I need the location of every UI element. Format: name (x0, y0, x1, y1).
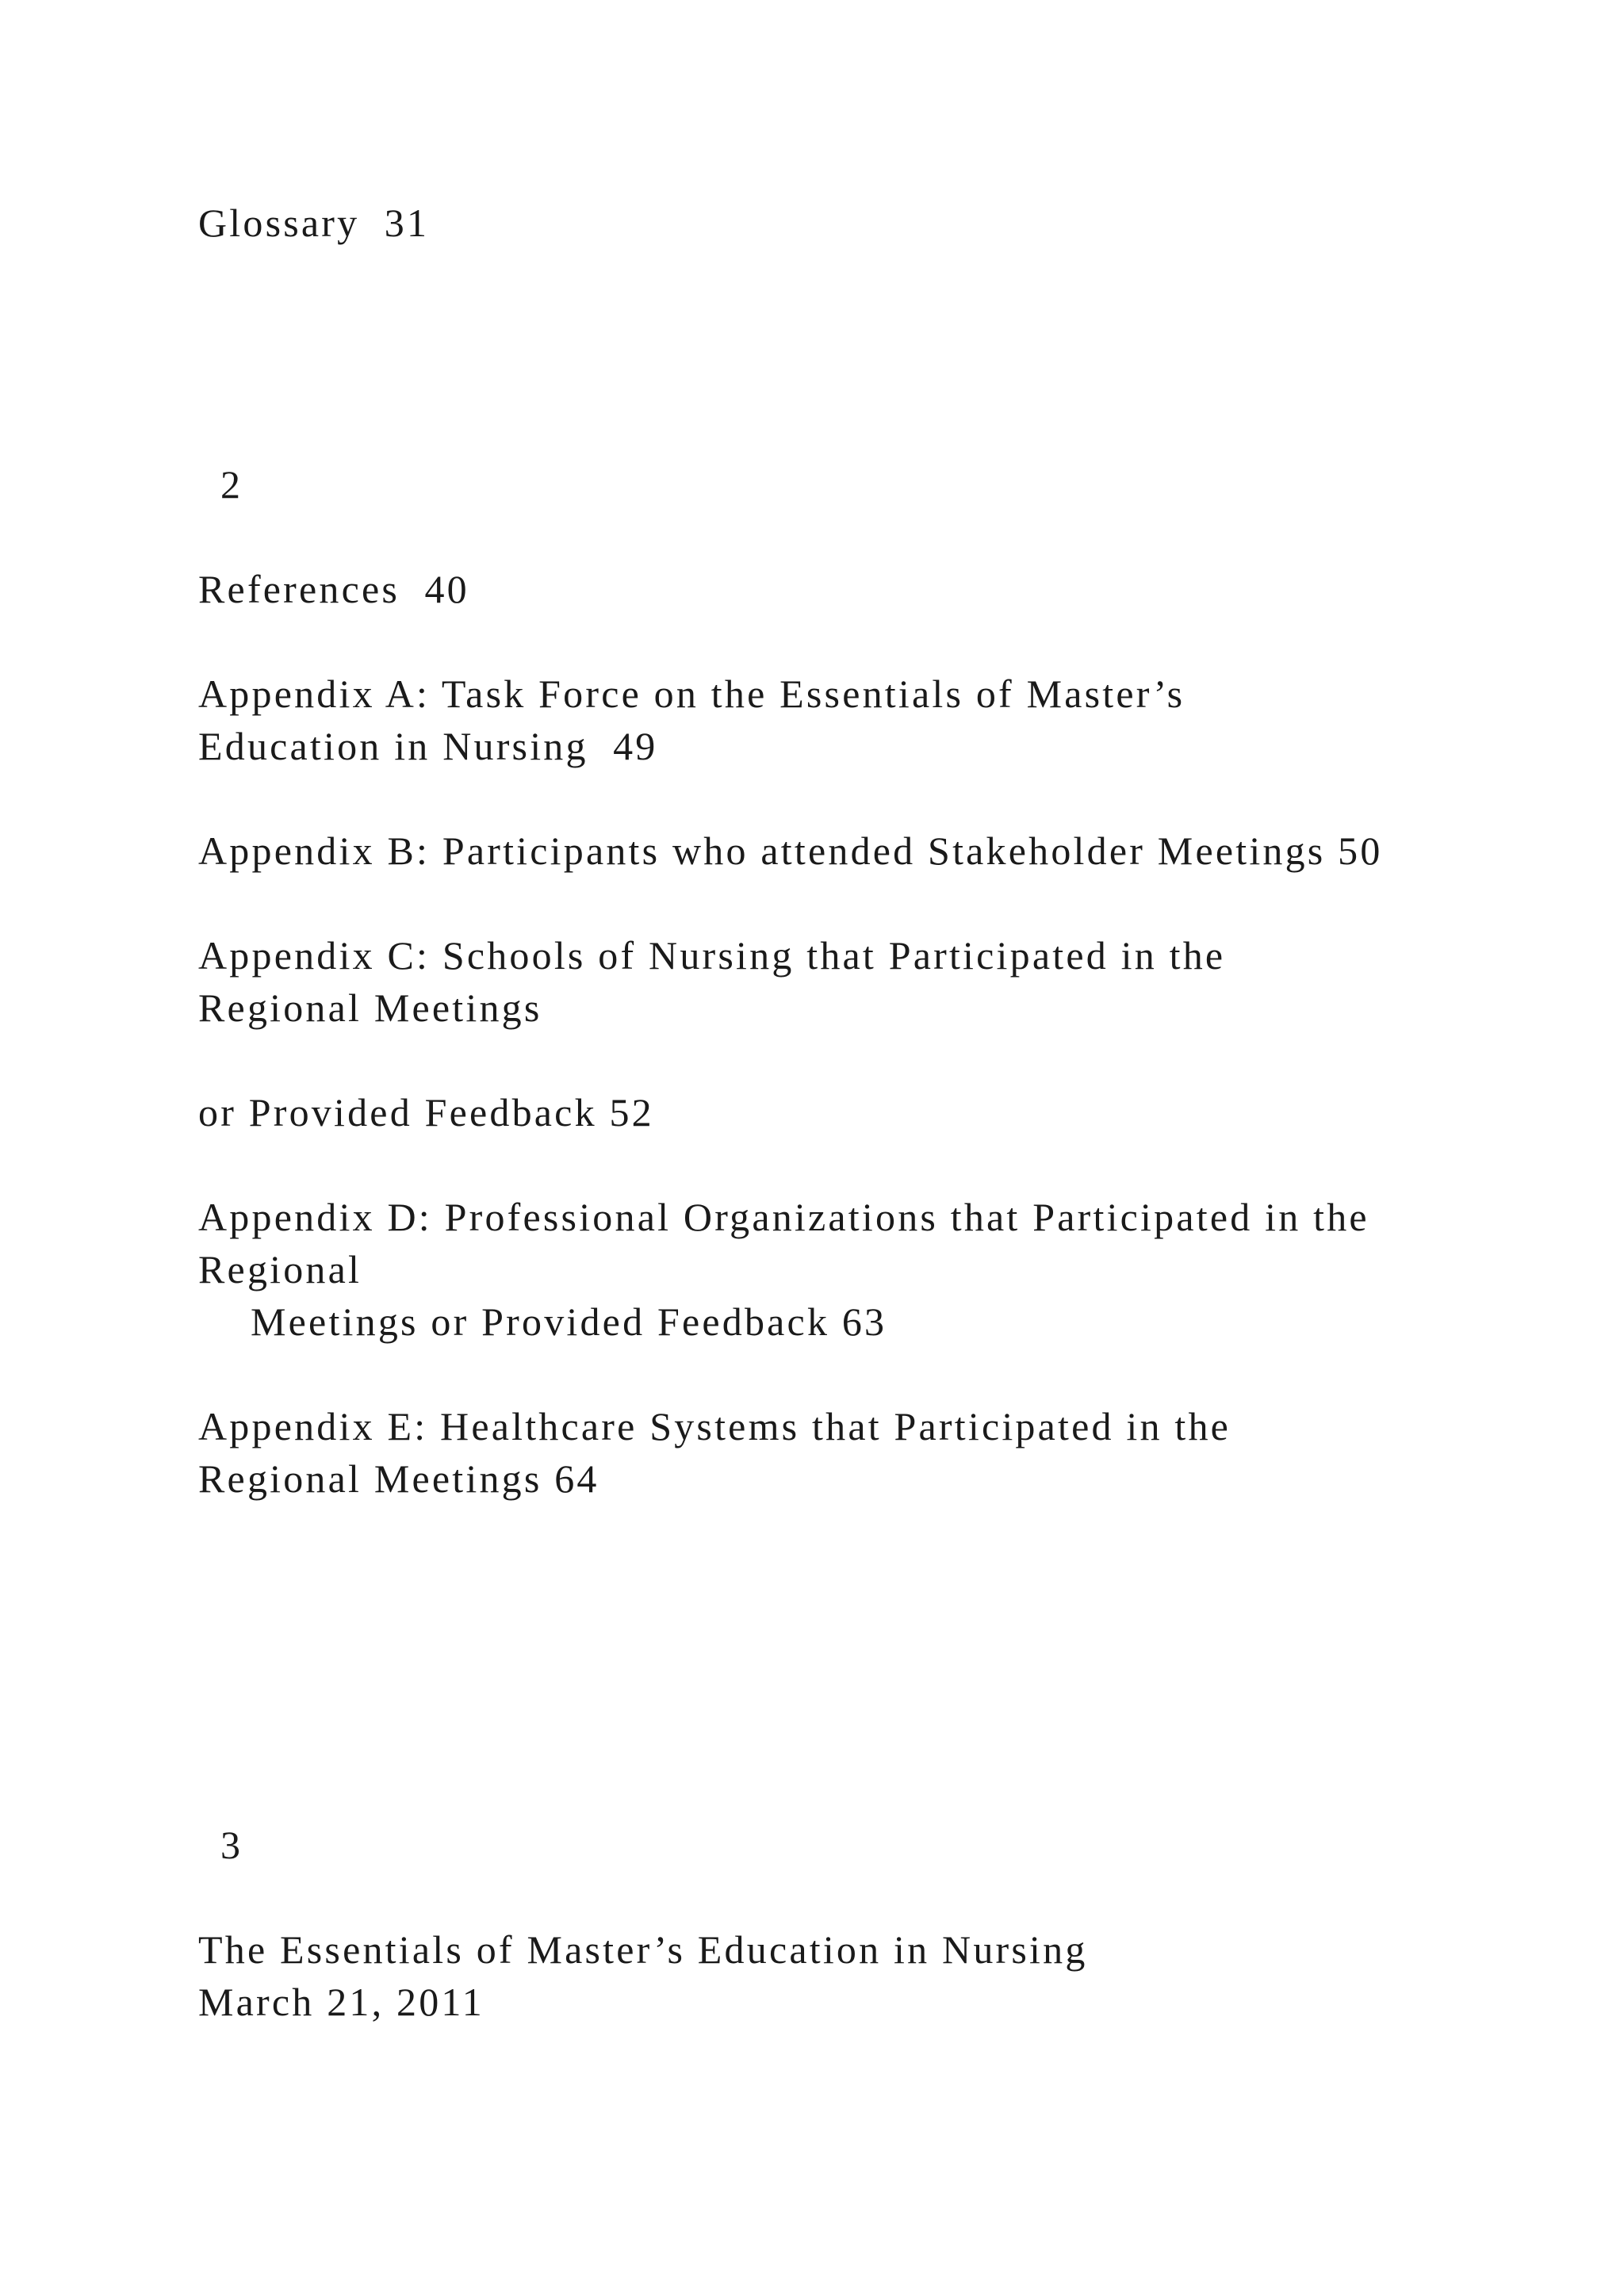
document-title: The Essentials of Master’s Education in Nursing (198, 1927, 1088, 1972)
toc-entry-appendix-d-page: Meetings or Provided Feedback 63 (251, 1299, 887, 1344)
toc-entry-appendix-b: Appendix B: Participants who attended Stakeholder Meetings 50 (198, 828, 1383, 873)
toc-entry-appendix-e: Appendix E: Healthcare Systems that Participated in the (198, 1404, 1231, 1448)
toc-entry-references: References 40 (198, 567, 469, 611)
toc-entry-glossary: Glossary 31 (198, 201, 430, 245)
toc-entry-appendix-e-continued: Regional Meetings 64 (198, 1456, 599, 1501)
toc-entry-appendix-a-continued: Education in Nursing 49 (198, 724, 658, 768)
toc-entry-appendix-d-continued: Regional (198, 1247, 362, 1292)
toc-entry-appendix-c: Appendix C: Schools of Nursing that Participated in the (198, 933, 1226, 978)
toc-entry-appendix-d: Appendix D: Professional Organizations that Participated in the (198, 1195, 1369, 1239)
document-date: March 21, 2011 (198, 1980, 485, 2024)
toc-entry-appendix-c-page: or Provided Feedback 52 (198, 1090, 654, 1135)
page-number: 3 (220, 1823, 243, 1867)
page-number: 2 (220, 462, 243, 507)
toc-entry-appendix-c-continued: Regional Meetings (198, 985, 542, 1030)
toc-entry-appendix-a: Appendix A: Task Force on the Essentials of Master’s (198, 672, 1185, 716)
